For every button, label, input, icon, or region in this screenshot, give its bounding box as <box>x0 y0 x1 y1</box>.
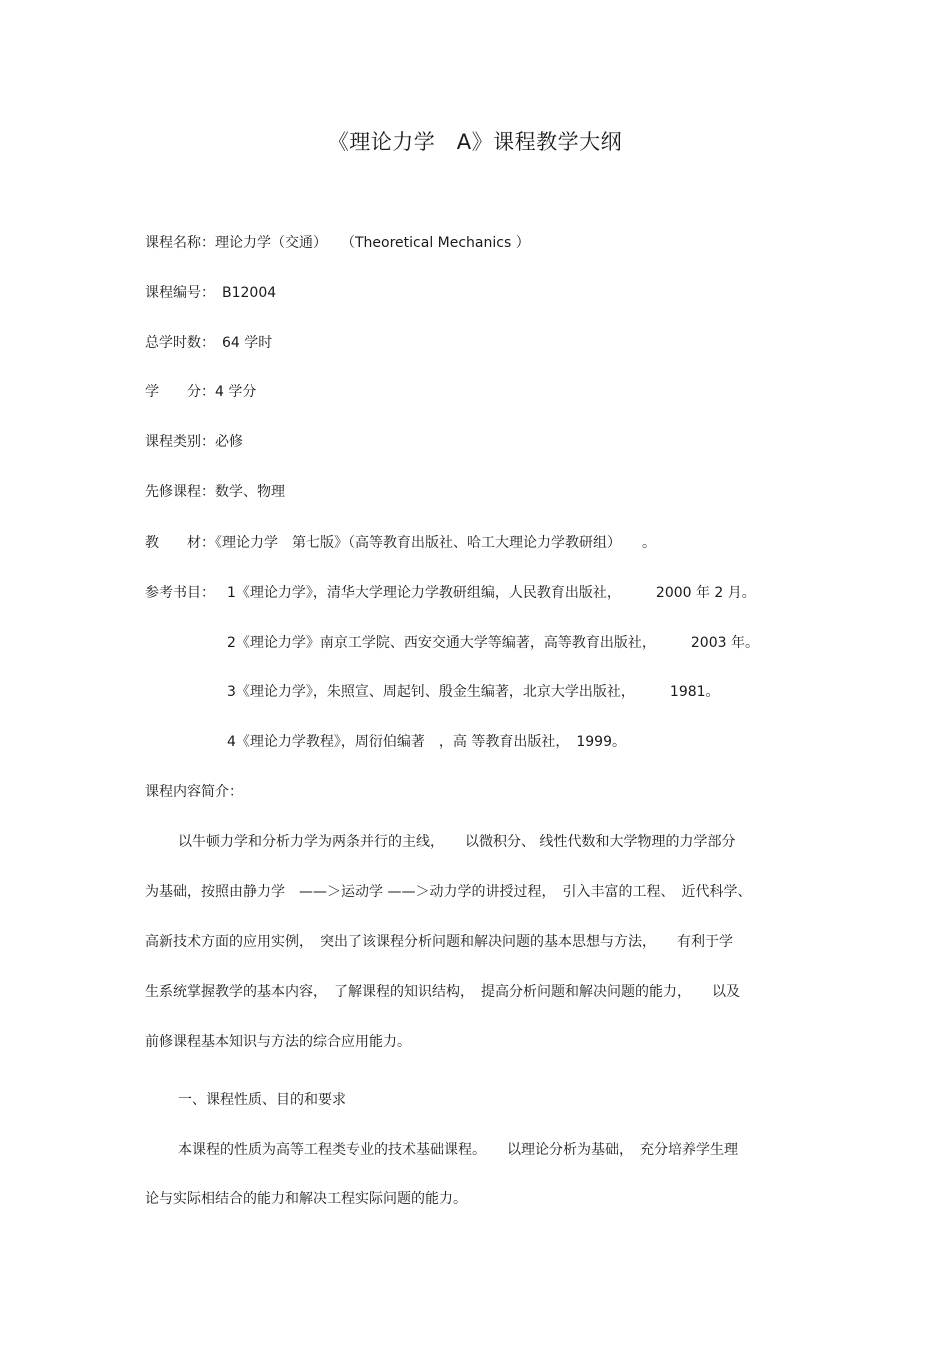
intro-paragraph-line: 为基础，按照由静力学 ——＞运动学 ——＞动力学的讲授过程， 引入丰富的工程、 近代科学、 <box>145 884 752 900</box>
course-code: 课程编号： B12004 <box>145 285 277 301</box>
course-name: 课程名称：理论力学（交通） （Theoretical Mechanics ） <box>145 235 530 251</box>
reference-item: 3《理论力学》，朱照宣、周起钊、殷金生编著，北京大学出版社， 1981。 <box>227 684 720 700</box>
prerequisites: 先修课程：数学、物理 <box>145 484 285 500</box>
intro-heading: 课程内容简介： <box>145 784 243 800</box>
intro-paragraph-line: 前修课程基本知识与方法的综合应用能力。 <box>145 1034 411 1050</box>
textbook: 教 材：《理论力学 第七版》（高等教育出版社、哈工大理论力学教研组） 。 <box>145 535 656 551</box>
section-heading: 一、课程性质、目的和要求 <box>178 1092 346 1108</box>
intro-paragraph-line: 生系统掌握教学的基本内容， 了解课程的知识结构， 提高分析问题和解决问题的能力， 以及 <box>145 984 740 1000</box>
references-label: 参考书目： <box>145 585 215 601</box>
reference-item: 1《理论力学》，清华大学理论力学教研组编，人民教育出版社， 2000 年 2 月。 <box>227 585 756 601</box>
course-type: 课程类别：必修 <box>145 434 243 450</box>
reference-item: 2《理论力学》南京工学院、西安交通大学等编著，高等教育出版社， 2003 年。 <box>227 635 759 651</box>
reference-item: 4《理论力学教程》，周衍伯编著 ，高 等教育出版社， 1999。 <box>227 734 626 750</box>
section-paragraph-line: 本课程的性质为高等工程类专业的技术基础课程。 以理论分析为基础， 充分培养学生理 <box>178 1142 738 1158</box>
credits: 学 分：4 学分 <box>145 384 257 400</box>
intro-paragraph-line: 高新技术方面的应用实例， 突出了该课程分析问题和解决问题的基本思想与方法， 有利于学 <box>145 934 733 950</box>
intro-paragraph-line: 以牛顿力学和分析力学为两条并行的主线， 以微积分、 线性代数和大学物理的力学部分 <box>178 834 736 850</box>
section-paragraph-line: 论与实际相结合的能力和解决工程实际问题的能力。 <box>145 1191 467 1207</box>
document-title: 《理论力学 A》课程教学大纲 <box>327 130 623 154</box>
total-hours: 总学时数： 64 学时 <box>145 335 273 351</box>
